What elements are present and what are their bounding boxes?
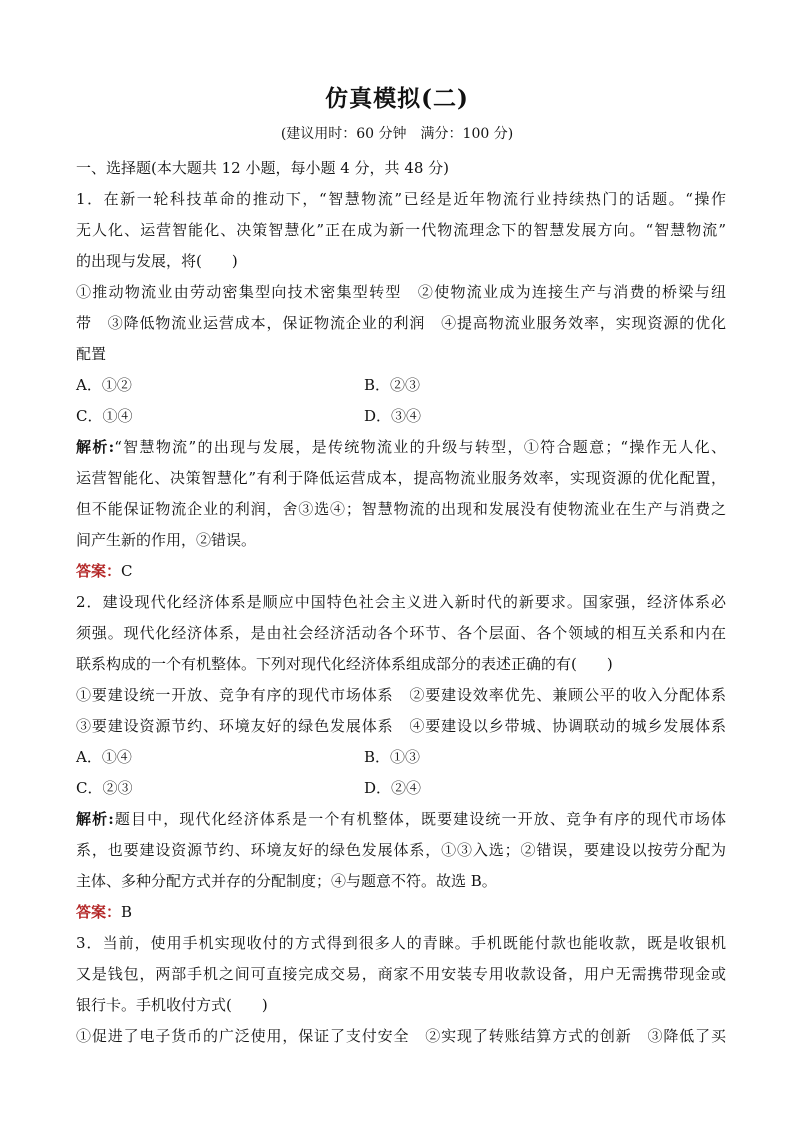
question-line: ①推动物流业由劳动密集型向技术密集型转型 ②使物流业成为连接生产与消费的桥梁与纽 — [76, 283, 726, 301]
answer-line — [76, 556, 726, 587]
options-row — [76, 401, 726, 432]
analysis-line — [76, 432, 726, 463]
analysis-line: 主体、多种分配方式并存的分配制度；④与题意不符。故选 B。 — [76, 872, 497, 890]
question-line: 带 ③降低物流业运营成本，保证物流企业的利润 ④提高物流业服务效率，实现资源的优化 — [76, 314, 726, 332]
answer-line — [76, 897, 726, 928]
question-line: ①促进了电子货币的广泛使用，保证了支付安全 ②实现了转账结算方式的创新 ③降低了买 — [76, 1027, 726, 1045]
question-line: 联系构成的一个有机整体。下列对现代化经济体系组成部分的表述正确的有( ) — [76, 655, 613, 673]
option-c: C．②③ — [76, 779, 133, 797]
question-line: ③要建设资源节约、环境友好的绿色发展体系 ④要建设以乡带城、协调联动的城乡发展体系 — [76, 717, 726, 735]
question-3 — [76, 928, 726, 1052]
options-row — [76, 742, 726, 773]
question-line: ①要建设统一开放、竞争有序的现代市场体系 ②要建设效率优先、兼顾公平的收入分配体系 — [76, 686, 726, 704]
question-line: 2．建设现代化经济体系是顺应中国特色社会主义进入新时代的新要求。国家强，经济体系必 — [76, 593, 726, 611]
analysis-text: 题目中，现代化经济体系是一个有机整体，既要建设统一开放、竞争有序的现代市场体 — [113, 810, 726, 828]
question-line: 无人化、运营智能化、决策智慧化”正在成为新一代物流理念下的智慧发展方向。“智慧物流” — [76, 221, 726, 239]
analysis-line: 系，也要建设资源节约、环境友好的绿色发展体系，①③入选；②错误，要建设以按劳分配为 — [76, 841, 726, 859]
option-b: B．①③ — [364, 748, 421, 766]
options-row — [76, 773, 726, 804]
analysis-label: 解析: — [76, 810, 114, 828]
analysis-line: 间产生新的作用，②错误。 — [76, 531, 257, 549]
option-d: D．③④ — [364, 407, 422, 425]
answer-label: 答案： — [76, 903, 122, 921]
option-d: D．②④ — [364, 779, 422, 797]
analysis-line — [76, 804, 726, 835]
question-1 — [76, 184, 726, 587]
question-line: 的出现与发展，将( ) — [76, 252, 238, 270]
question-2 — [76, 587, 726, 928]
option-c: C．①④ — [76, 407, 133, 425]
analysis-line: 运营智能化、决策智慧化”有利于降低运营成本，提高物流业服务效率，实现资源的优化配置， — [76, 469, 726, 487]
options-row — [76, 370, 726, 401]
page-subtitle: (建议用时：60 分钟 满分：100 分) — [280, 126, 514, 142]
analysis-line: 但不能保证物流企业的利润，舍③选④；智慧物流的出现和发展没有使物流业在生产与消费之 — [76, 500, 726, 518]
answer-value: C — [121, 562, 133, 580]
question-line: 配置 — [76, 345, 107, 363]
section-heading: 一、选择题(本大题共 12 小题，每小题 4 分，共 48 分) — [76, 159, 450, 177]
question-line: 银行卡。手机收付方式( ) — [76, 996, 268, 1014]
option-a: A．①② — [76, 376, 132, 394]
option-a: A．①④ — [76, 748, 132, 766]
question-line: 须强。现代化经济体系，是由社会经济活动各个环节、各个层面、各个领域的相互关系和内在 — [76, 624, 726, 642]
option-b: B．②③ — [364, 376, 421, 394]
answer-label: 答案： — [76, 562, 122, 580]
answer-value: B — [121, 903, 133, 921]
page-title: 仿真模拟(二) — [325, 85, 469, 112]
question-line: 又是钱包，两部手机之间可直接完成交易，商家不用安装专用收款设备，用户无需携带现金或 — [76, 965, 726, 983]
analysis-text: “智慧物流”的出现与发展，是传统物流业的升级与转型，①符合题意；“操作无人化、 — [114, 438, 726, 456]
content — [76, 153, 726, 1052]
question-line: 3．当前，使用手机实现收付的方式得到很多人的青睐。手机既能付款也能收款，既是收银机 — [76, 934, 726, 952]
analysis-label: 解析: — [76, 438, 115, 456]
question-line: 1．在新一轮科技革命的推动下，“智慧物流”已经是近年物流行业持续热门的话题。“操作 — [76, 190, 726, 208]
